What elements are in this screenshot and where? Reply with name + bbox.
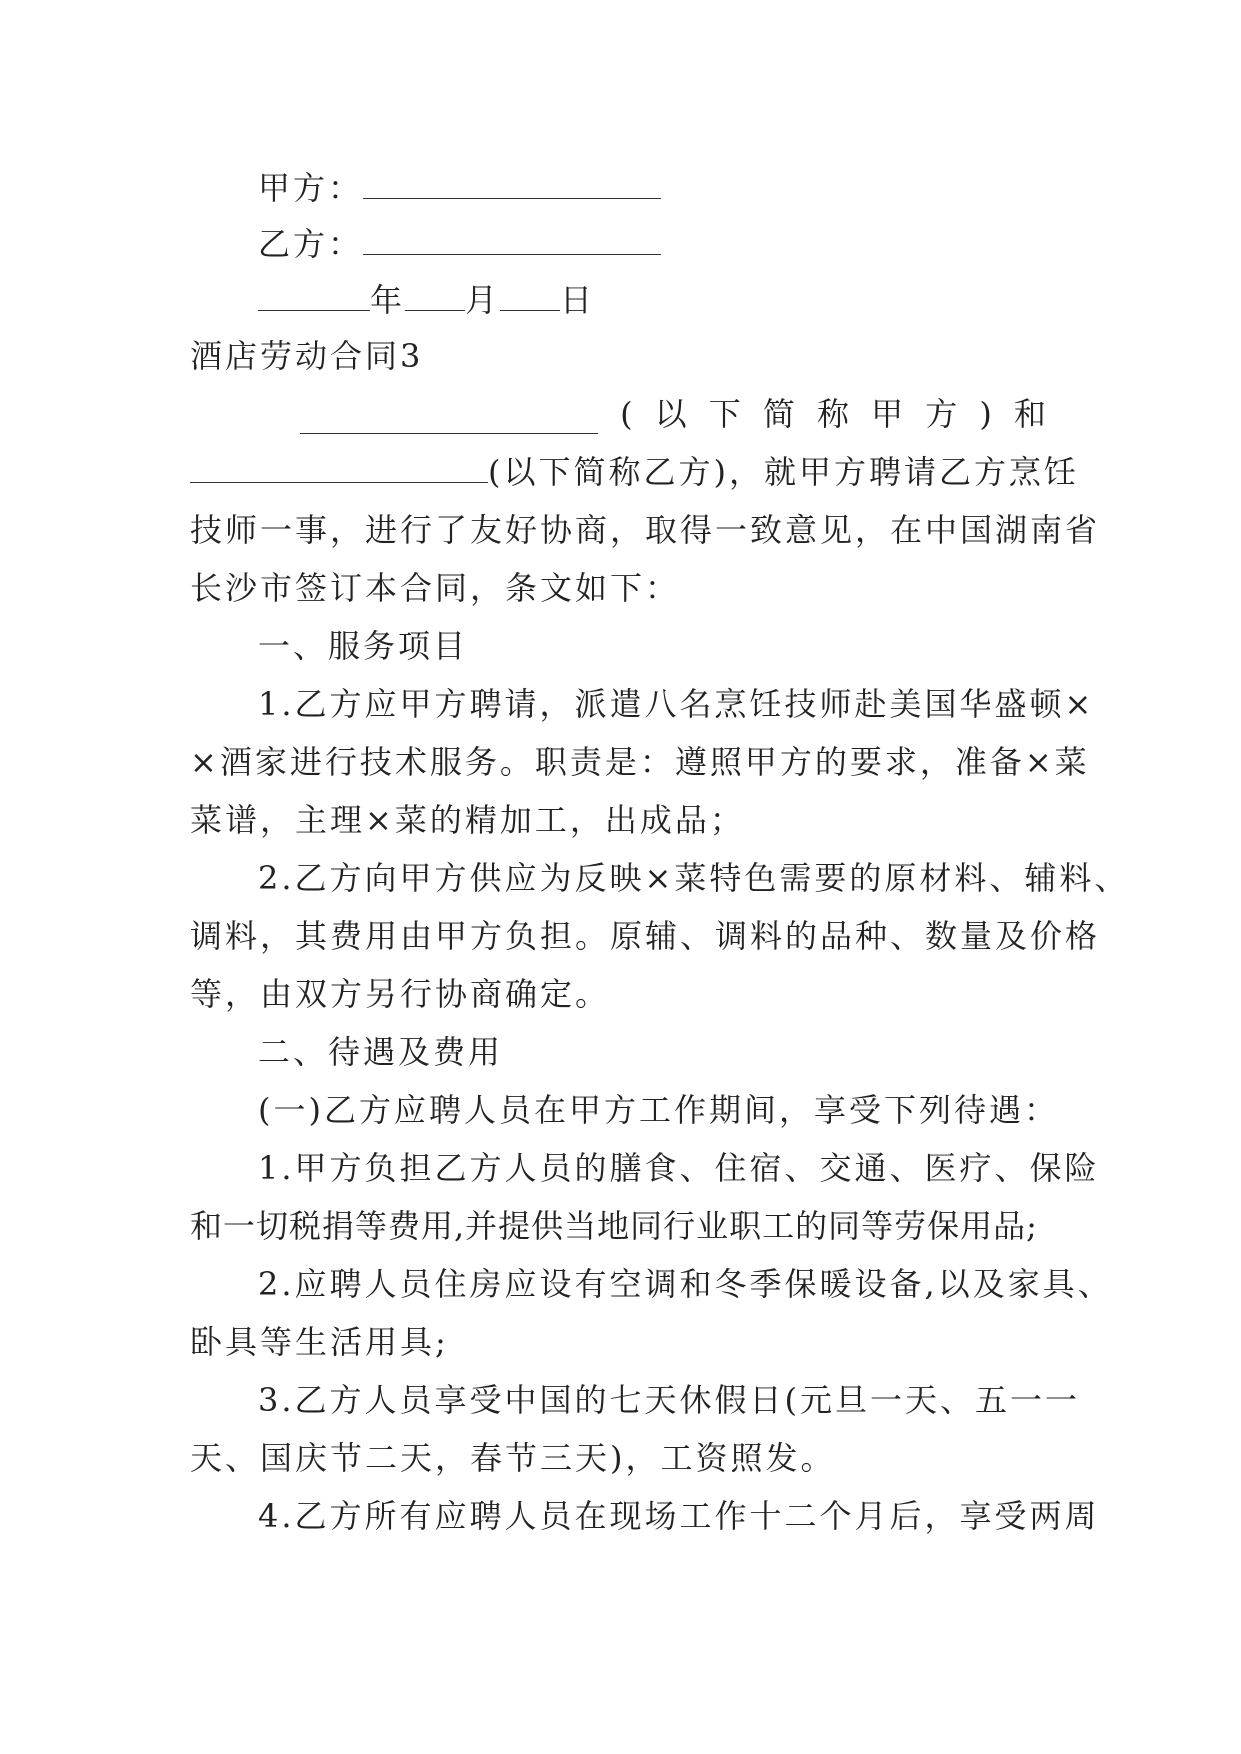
date-field bbox=[258, 280, 595, 320]
year-label: 年 bbox=[370, 281, 406, 319]
intro-c4: 称 bbox=[817, 395, 850, 433]
s2-item2-line1: 2.应聘人员住房应设有空调和冬季保暖设备,以及家具、 bbox=[258, 1265, 1113, 1303]
month-blank[interactable] bbox=[405, 280, 465, 311]
intro-line-4: 长沙市签订本合同，条文如下： bbox=[190, 569, 681, 607]
s2-item3-line1: 3.乙方人员享受中国的七天休假日(元旦一天、五一一 bbox=[258, 1381, 1081, 1419]
s1-item2-line3: 等，由双方另行协商确定。 bbox=[190, 975, 611, 1013]
intro-line-2 bbox=[190, 452, 1079, 492]
intro-line-2-text: (以下简称乙方)，就甲方聘请乙方烹饪 bbox=[488, 453, 1079, 491]
s1-item1-line2: ×酒家进行技术服务。职责是：遵照甲方的要求，准备×菜 bbox=[190, 743, 1090, 781]
intro-c2: 下 bbox=[708, 395, 741, 433]
intro-c5: 甲 bbox=[871, 395, 904, 433]
s2-item1-line2: 和一切税捐等费用,并提供当地同行业职工的同等劳保用品; bbox=[190, 1207, 1038, 1245]
intro-party-a-blank[interactable] bbox=[300, 403, 598, 434]
intro-c0: ( bbox=[620, 395, 633, 433]
contract-title: 酒店劳动合同3 bbox=[190, 337, 424, 375]
s2-item3-line2: 天、国庆节二天，春节三天)，工资照发。 bbox=[190, 1439, 836, 1477]
party-a-blank[interactable] bbox=[363, 168, 661, 199]
party-b-label: 乙方： bbox=[258, 225, 364, 263]
intro-party-b-blank[interactable] bbox=[190, 452, 488, 483]
s1-item1-line3: 菜谱，主理×菜的精加工，出成品； bbox=[190, 801, 745, 839]
section-1-heading: 一、服务项目 bbox=[258, 627, 469, 665]
intro-c1: 以 bbox=[654, 395, 687, 433]
intro-c8: 和 bbox=[1013, 395, 1046, 433]
intro-c7: ) bbox=[979, 395, 992, 433]
year-blank[interactable] bbox=[258, 280, 370, 311]
s2-item1-line1: 1.甲方负担乙方人员的膳食、住宿、交通、医疗、保险 bbox=[258, 1149, 1100, 1187]
party-b-blank[interactable] bbox=[363, 224, 661, 255]
s2-item4-line1: 4.乙方所有应聘人员在现场工作十二个月后，享受两周 bbox=[258, 1497, 1100, 1535]
section-2-heading: 二、待遇及费用 bbox=[258, 1033, 504, 1071]
intro-line-1 bbox=[300, 394, 1046, 434]
party-a-label: 甲方： bbox=[258, 169, 364, 207]
intro-c6: 方 bbox=[925, 395, 958, 433]
intro-line-3: 技师一事，进行了友好协商，取得一致意见，在中国湖南省 bbox=[190, 511, 1101, 549]
day-label: 日 bbox=[560, 281, 596, 319]
s2-item2-line2: 卧具等生活用具; bbox=[190, 1323, 449, 1361]
s1-item2-line1: 2.乙方向甲方供应为反映×菜特色需要的原材料、辅料、 bbox=[258, 859, 1130, 897]
s1-item2-line2: 调料，其费用由甲方负担。原辅、调料的品种、数量及价格 bbox=[190, 917, 1101, 955]
party-b-field bbox=[258, 224, 661, 264]
day-blank[interactable] bbox=[500, 280, 560, 311]
s1-item1-line1: 1.乙方应甲方聘请，派遣八名烹饪技师赴美国华盛顿× bbox=[258, 685, 1095, 723]
party-a-field bbox=[258, 168, 661, 208]
intro-c3: 简 bbox=[762, 395, 795, 433]
month-label: 月 bbox=[465, 281, 501, 319]
s2-sub1: (一)乙方应聘人员在甲方工作期间，享受下列待遇： bbox=[258, 1091, 1059, 1129]
